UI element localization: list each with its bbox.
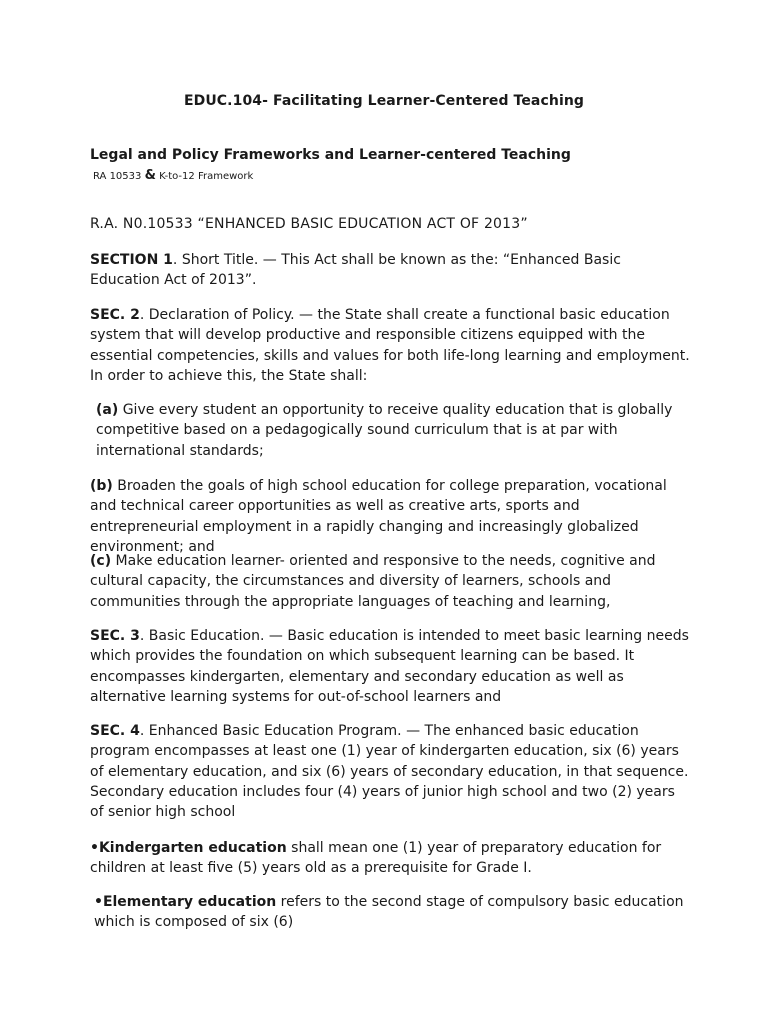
subheading <box>93 168 253 183</box>
subheading-part2: K-to-12 Framework <box>155 171 254 182</box>
section-heading: Legal and Policy Frameworks and Learner-centered Teaching <box>90 147 571 163</box>
paragraph-text: refers to the second stage of compulsory basic education which is composed of six (6) <box>94 894 684 931</box>
paragraph-label: SEC. 4 <box>90 723 140 739</box>
subheading-ampersand: & <box>144 168 156 183</box>
paragraph-text: . Declaration of Policy. — the State shall create a functional basic education system that will develop productive and responsible citizens equipped with the essential competencies, skills and values for both life-long learning and employment. In order to achieve this, the State shall: <box>90 307 690 384</box>
paragraph-section-2 <box>90 305 690 386</box>
document-title: EDUC.104- Facilitating Learner-Centered Teaching <box>183 93 585 109</box>
paragraph-kindergarten <box>90 838 690 879</box>
paragraph-section-3 <box>90 626 690 707</box>
paragraph-section-4 <box>90 721 690 822</box>
paragraph-label: (c) <box>90 553 112 569</box>
paragraph-label: SEC. 3 <box>90 628 140 644</box>
paragraph-text: shall mean one (1) year of preparatory education for children at least five (5) years old as a prerequisite for Grade I. <box>90 840 662 877</box>
paragraph-text: . Short Title. — This Act shall be known as the: “Enhanced Basic Education Act of 2013”. <box>90 252 621 289</box>
paragraph-item-a <box>90 400 696 461</box>
act-title: R.A. N0.10533 “ENHANCED BASIC EDUCATION ACT OF 2013” <box>90 216 528 232</box>
paragraph-label: SEC. 2 <box>90 307 140 323</box>
paragraph-text: . Enhanced Basic Education Program. — The enhanced basic education program encompasses at least one (1) year of kindergarten education, six (6) years of elementary education, and six (6) years of secondary education, in that sequence. Secondary education includes four (4) years of junior high school and two (2) years of senior high school <box>90 723 689 821</box>
paragraph-elementary <box>90 892 694 933</box>
paragraph-text: Make education learner- oriented and responsive to the needs, cognitive and cultural capacity, the circumstances and diversity of learners, schools and communities through the appropriate languages of teaching and learning, <box>90 553 656 610</box>
paragraph-text: Give every student an opportunity to receive quality education that is globally competitive based on a pedagogically sound curriculum that is at par with international standards; <box>96 402 673 459</box>
paragraph-section-1 <box>90 250 690 291</box>
subheading-part1: RA 10533 <box>93 171 145 182</box>
paragraph-label: SECTION 1 <box>90 252 173 268</box>
paragraph-label: •Kindergarten education <box>90 840 287 856</box>
paragraph-item-c <box>90 551 690 612</box>
paragraph-label: (a) <box>96 402 119 418</box>
paragraph-text: Broaden the goals of high school education for college preparation, vocational and technical career opportunities as well as creative arts, sports and entrepreneurial employment in a rapidly changing and increasingly globalized environment; and <box>90 478 667 555</box>
paragraph-label: •Elementary education <box>94 894 277 910</box>
paragraph-item-b <box>90 476 690 557</box>
paragraph-label: (b) <box>90 478 113 494</box>
paragraph-text: . Basic Education. — Basic education is intended to meet basic learning needs which provides the foundation on which subsequent learning can be based. It encompasses kindergarten, elementary and secondary education as well as alternative learning systems for out-of-school learners and <box>90 628 689 705</box>
